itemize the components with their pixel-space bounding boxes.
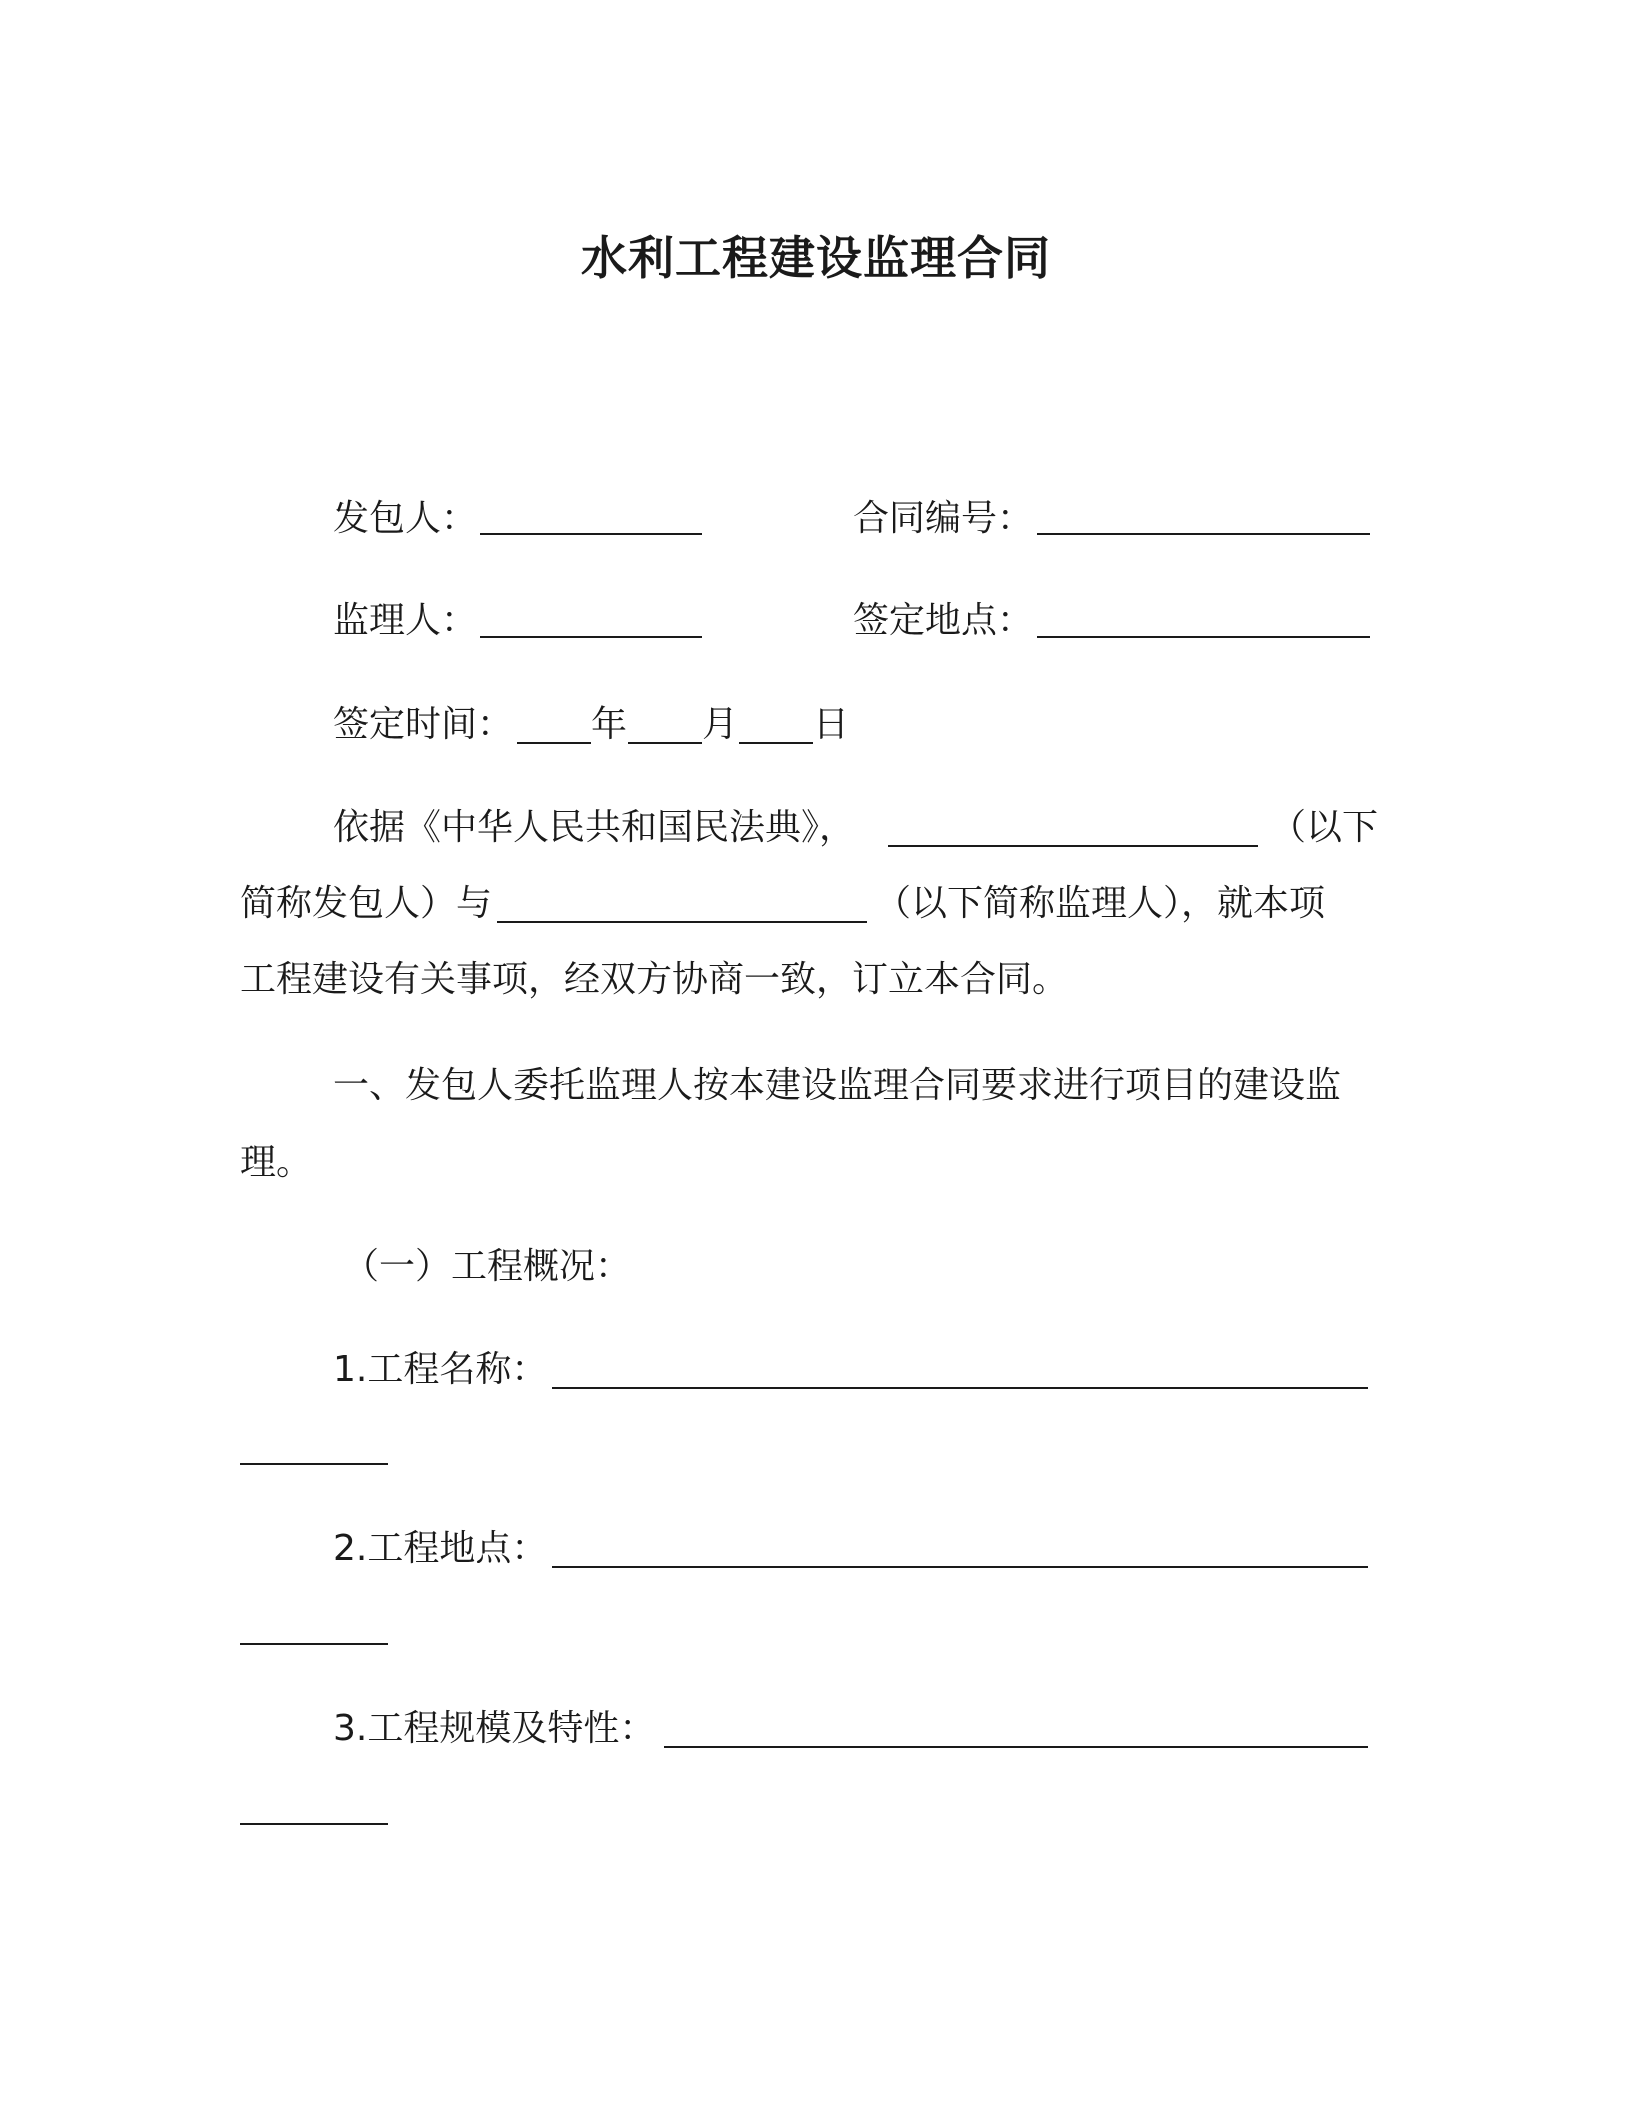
intro-line-3: 工程建设有关事项，经双方协商一致，订立本合同。 xyxy=(240,959,1069,1000)
employer-field xyxy=(333,497,477,541)
signing-place-label: 签定地点： xyxy=(853,600,1034,641)
employer-name-blank[interactable] xyxy=(888,845,1258,847)
article-1-line-1: 一、发包人委托监理人按本建设监理合同要求进行项目的建设监 xyxy=(333,1065,1342,1106)
month-blank[interactable] xyxy=(628,742,702,744)
employer-label: 发包人： xyxy=(333,498,478,539)
year-char: 年 xyxy=(591,704,628,745)
intro-line-2b: （以下简称监理人），就本项 xyxy=(875,883,1326,924)
project-location-label: 2.工程地点： xyxy=(333,1528,548,1569)
document-title: 水利工程建设监理合同 xyxy=(581,231,1051,285)
contract-no-field xyxy=(853,497,1033,541)
project-name-blank[interactable] xyxy=(552,1387,1368,1389)
supervisor-blank[interactable] xyxy=(480,636,702,638)
contract-no-label: 合同编号： xyxy=(853,498,1034,539)
signing-time-field xyxy=(333,703,513,747)
project-name-blank-cont[interactable] xyxy=(240,1463,388,1465)
signing-time-label: 签定时间： xyxy=(333,704,514,745)
project-name-label: 1.工程名称： xyxy=(333,1349,548,1390)
intro-line-1a: 依据《中华人民共和国民法典》， xyxy=(333,807,856,848)
supervisor-name-blank[interactable] xyxy=(497,921,867,923)
day-char: 日 xyxy=(813,704,850,745)
intro-line-1b: （以下 xyxy=(1270,807,1379,848)
employer-blank[interactable] xyxy=(480,533,702,535)
signing-place-field xyxy=(853,599,1033,643)
intro-line-2a: 简称发包人）与 xyxy=(240,883,493,924)
signing-place-blank[interactable] xyxy=(1037,636,1370,638)
day-blank[interactable] xyxy=(739,742,813,744)
supervisor-field xyxy=(333,599,477,643)
project-location-blank-cont[interactable] xyxy=(240,1643,388,1645)
contract-no-blank[interactable] xyxy=(1037,533,1370,535)
section-1-heading: （一）工程概况： xyxy=(343,1246,632,1287)
article-1-line-2: 理。 xyxy=(240,1142,313,1183)
project-scale-label: 3.工程规模及特性： xyxy=(333,1708,656,1749)
year-blank[interactable] xyxy=(517,742,591,744)
month-char: 月 xyxy=(702,704,739,745)
project-scale-blank-cont[interactable] xyxy=(240,1823,388,1825)
supervisor-label: 监理人： xyxy=(333,600,478,641)
project-location-blank[interactable] xyxy=(552,1566,1368,1568)
project-scale-blank[interactable] xyxy=(664,1746,1368,1748)
